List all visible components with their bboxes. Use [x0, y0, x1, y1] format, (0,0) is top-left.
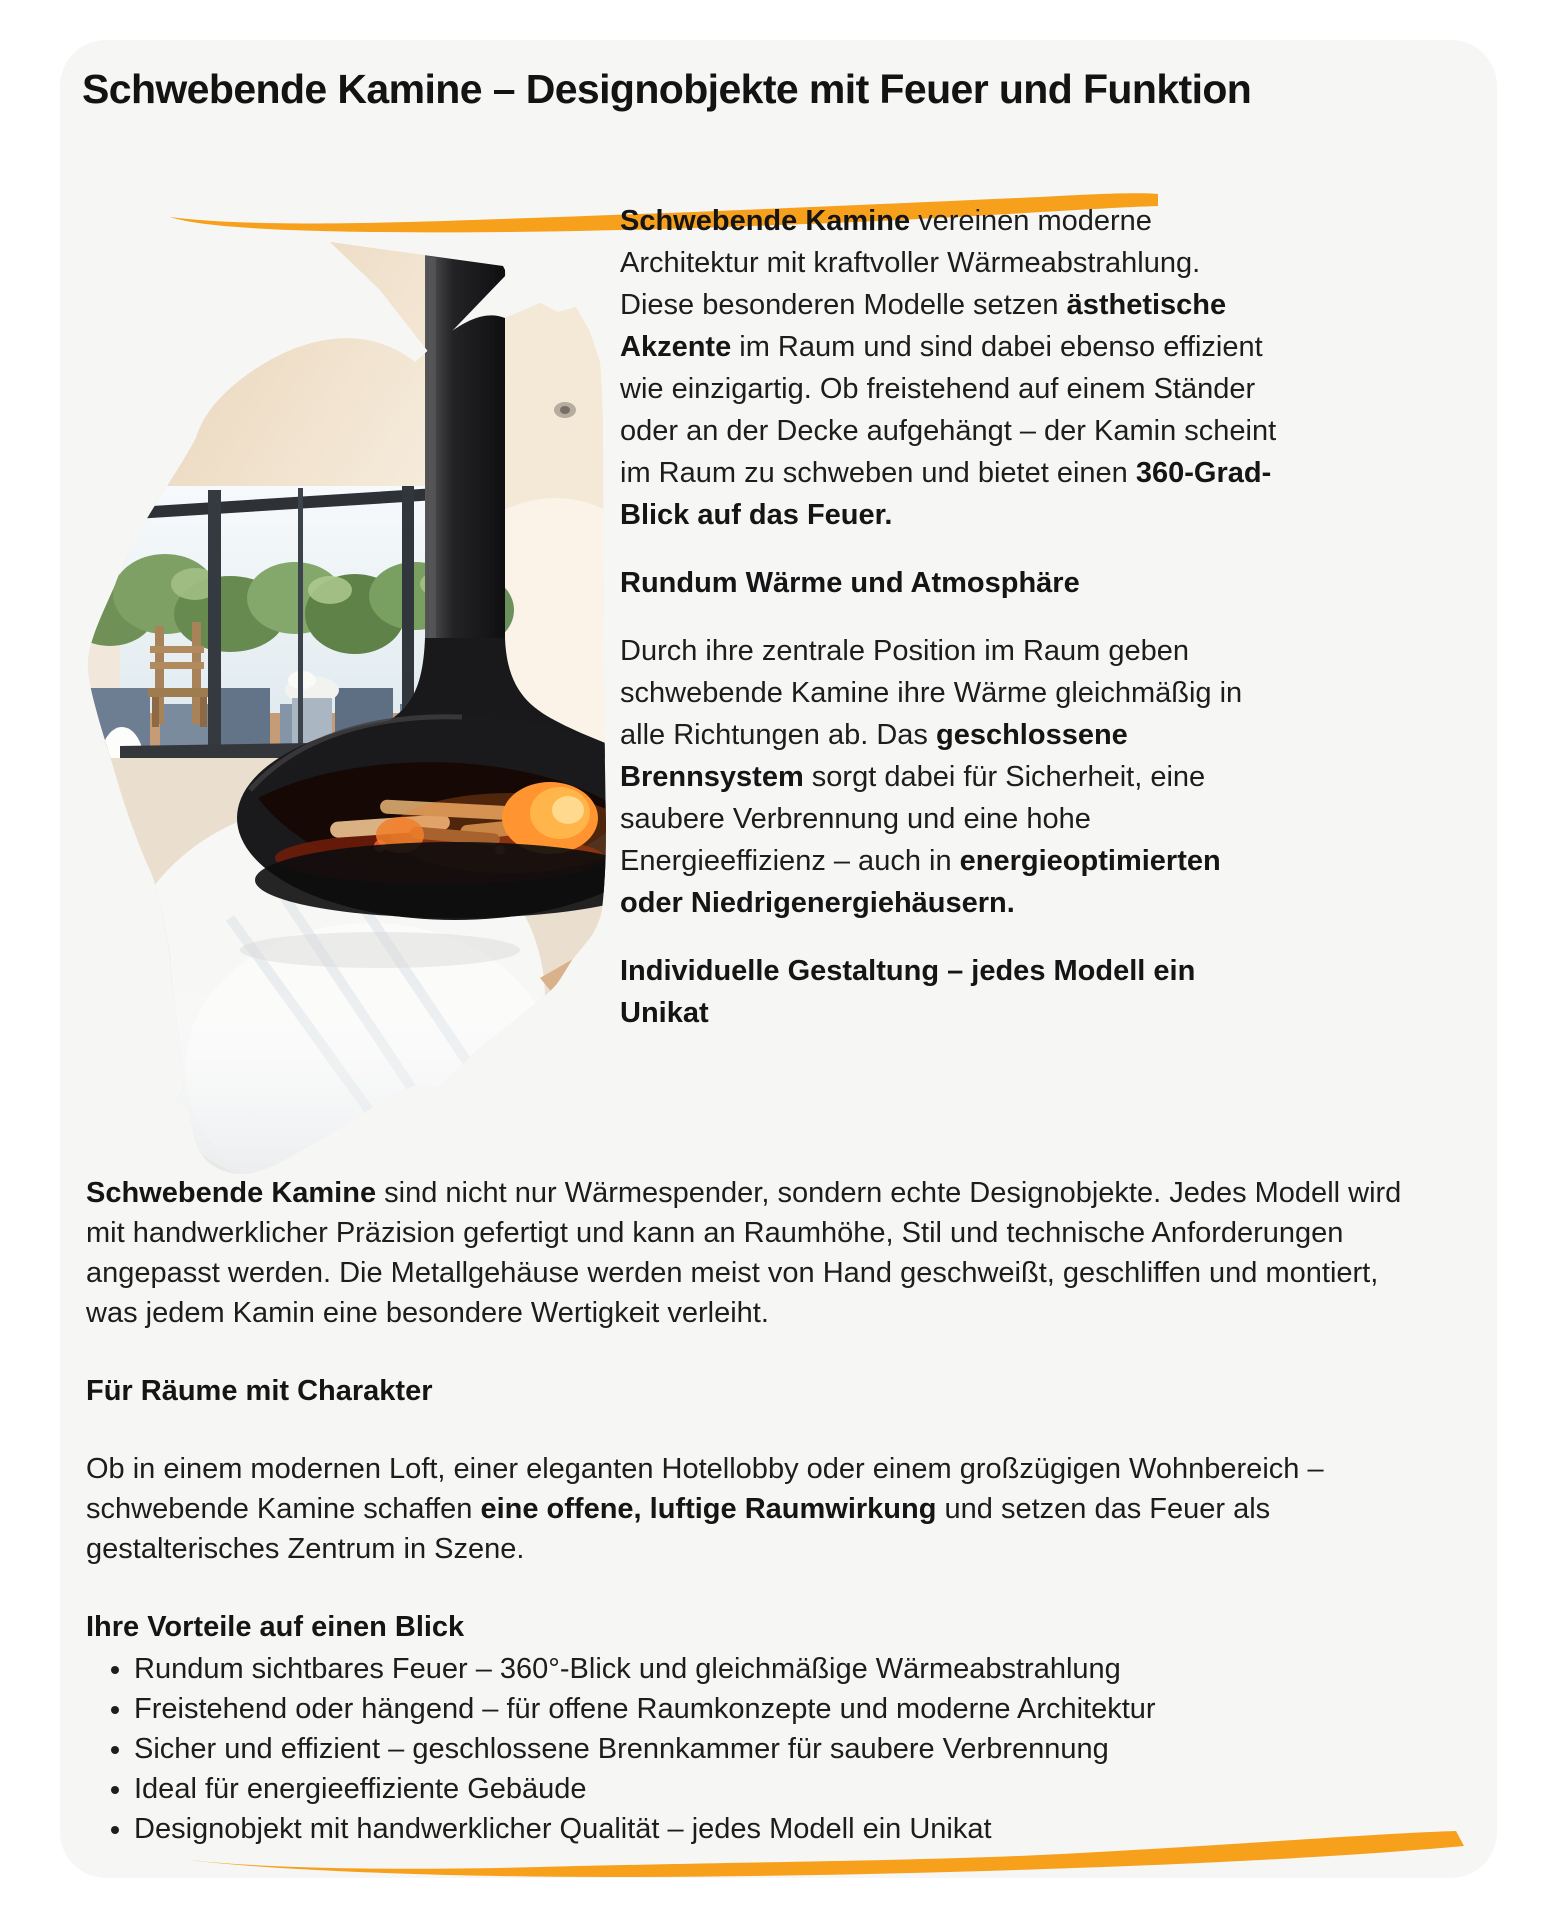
text-run-bold: Schwebende Kamine [86, 1177, 377, 1209]
text-run: Durch ihre zentrale Position im Raum geben schwebende Kamine ihre Wärme gleichmäßig in alle Richtungen ab. Das [620, 635, 1243, 751]
body-paragraph-rooms [86, 1449, 1436, 1569]
page-title: Schwebende Kamine – Designobjekte mit Feuer und Funktion [82, 66, 1252, 112]
benefit-item: • Designobjekt mit handwerklicher Qualität – jedes Modell ein Unikat [134, 1809, 1436, 1849]
text-run: vereinen moderne Architektur mit kraftvoller Wärmeabstrahlung. Diese besonderen Modelle setzen [620, 205, 1201, 321]
body-section [86, 1173, 1436, 1849]
benefit-item: • Rundum sichtbares Feuer – 360°-Blick und gleichmäßige Wärmeabstrahlung [134, 1649, 1436, 1689]
text-run-bold: Schwebende Kamine [620, 205, 911, 237]
text-run: sorgt dabei für Sicherheit, eine saubere Verbrennung und eine hohe Energieeffizienz – auch in [620, 761, 1206, 877]
text-run: Ob in einem modernen Loft, einer eleganten Hotellobby oder einem großzügigen Wohnbereich – schwebende Kamine schaffen [86, 1453, 1324, 1525]
heading-warmth: Rundum Wärme und Atmosphäre [620, 567, 1080, 599]
benefits-list [86, 1649, 1436, 1849]
text-run-bold: energieoptimierten oder Niedrigenergiehäusern. [620, 845, 1221, 919]
intro-paragraph-2 [620, 630, 1280, 924]
heading-individual-design: Individuelle Gestaltung – jedes Modell ein Unikat [620, 955, 1196, 1029]
benefit-item: • Sicher und effizient – geschlossene Brennkammer für saubere Verbrennung [134, 1729, 1436, 1769]
body-paragraph-design [86, 1173, 1436, 1333]
benefit-item: • Freistehend oder hängend – für offene Raumkonzepte und moderne Architektur [134, 1689, 1436, 1729]
text-run: sind nicht nur Wärmespender, sondern echte Designobjekte. Jedes Modell wird mit handwerklicher Präzision gefertigt und kann an Raumhöhe, Stil und technische Anforderungen angepasst werden. Die Metallgehäuse werden meist von Hand geschweißt, geschliffen und montiert, was jedem Kamin eine besondere Wertigkeit verleiht. [86, 1177, 1402, 1329]
text-run: und setzen das Feuer als gestalterisches Zentrum in Szene. [86, 1493, 1271, 1565]
text-run-bold: ästhetische Akzente [620, 289, 1227, 363]
heading-benefits: Ihre Vorteile auf einen Blick [86, 1611, 465, 1643]
intro-column [620, 200, 1280, 1060]
text-run-bold: 360-Grad-Blick auf das Feuer. [620, 457, 1272, 531]
text-run-bold: geschlossene Brennsystem [620, 719, 1128, 793]
fireplace-photo-art [80, 208, 610, 1188]
text-run: im Raum und sind dabei ebenso effizient wie einzigartig. Ob freistehend auf einem Ständer oder an der Decke aufgehängt – der Kamin scheint im Raum zu schweben und bietet einen [620, 331, 1277, 489]
brush-underline-bottom-icon [180, 1820, 1472, 1878]
heading-rooms: Für Räume mit Charakter [86, 1375, 433, 1407]
intro-paragraph-1 [620, 200, 1280, 536]
article-card [60, 40, 1497, 1878]
benefit-item: • Ideal für energieeffiziente Gebäude [134, 1769, 1436, 1809]
text-run-bold: eine offene, luftige Raumwirkung [480, 1493, 937, 1525]
fireplace-photo [80, 208, 610, 1188]
